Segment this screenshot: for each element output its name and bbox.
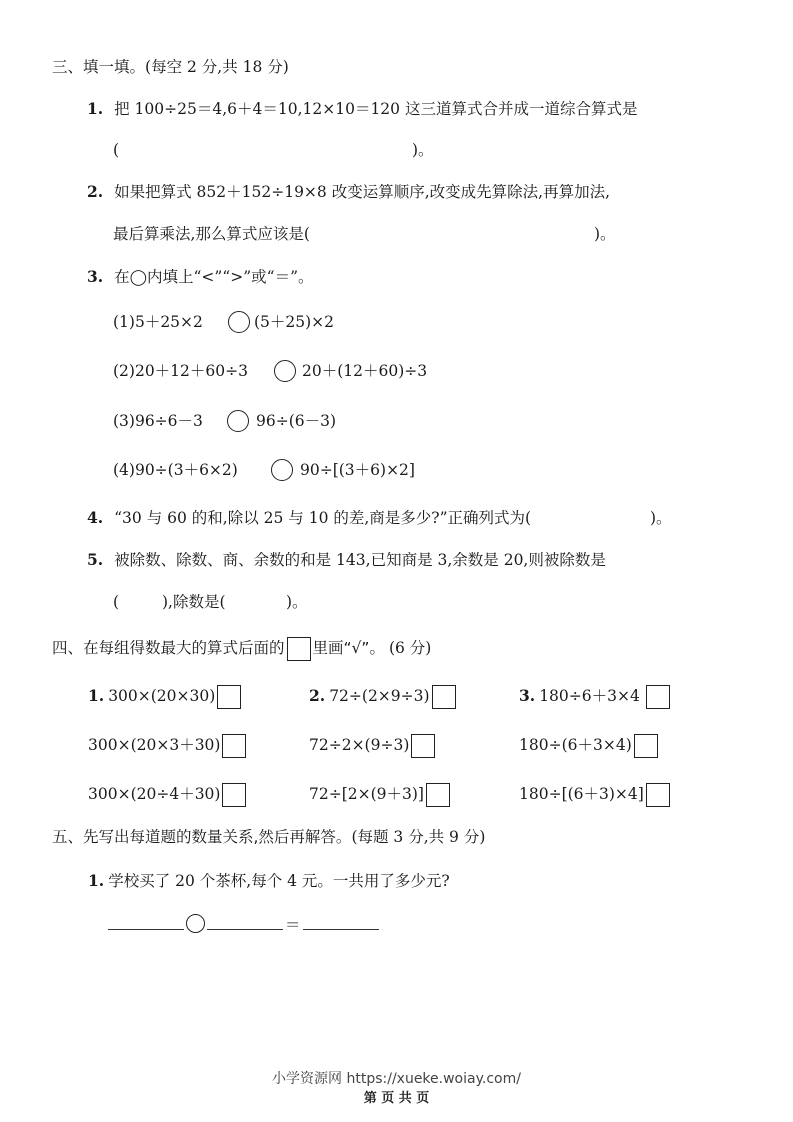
- answer-circle[interactable]: [227, 410, 249, 432]
- q3-5-line1: [87, 550, 606, 570]
- q3-4-line: [87, 508, 531, 528]
- answer-box[interactable]: [432, 685, 456, 709]
- question-number: 1.: [87, 99, 104, 118]
- section-3-heading: [52, 57, 289, 77]
- question-text: 在◯内填上“<”“>”或“＝”。: [114, 268, 314, 286]
- answer-box[interactable]: [222, 734, 246, 758]
- choice-item: [519, 783, 670, 807]
- compare-right: 90÷[(3＋6)×2]: [300, 461, 415, 479]
- answer-box[interactable]: [411, 734, 435, 758]
- q5-1-line: [88, 871, 450, 891]
- section-5-title: 五、先写出每道题的数量关系,然后再解答。: [52, 828, 352, 846]
- question-number: 4.: [87, 508, 104, 527]
- q3-1-line1: [87, 99, 637, 119]
- compare-right: 20＋(12＋60)÷3: [302, 362, 428, 380]
- section-4-heading: [52, 637, 431, 661]
- choice-item: [88, 734, 246, 758]
- expression: 300×(20÷4＋30): [88, 785, 221, 803]
- question-number: 3.: [87, 267, 104, 286]
- answer-circle[interactable]: [271, 459, 293, 481]
- group-number: 2.: [309, 686, 326, 705]
- choice-item: [88, 685, 241, 709]
- q3-2-line1: [87, 182, 610, 202]
- expression: 72÷2×(9÷3): [309, 736, 410, 754]
- expression: 180÷6＋3×4: [539, 687, 640, 705]
- compare-right: (5＋25)×2: [254, 313, 335, 331]
- checkbox-icon: [287, 637, 311, 661]
- question-text: 如果把算式 852＋152÷19×8 改变运算顺序,改变成先算除法,再算加法,: [114, 183, 610, 201]
- expression: 180÷[(6＋3)×4]: [519, 785, 644, 803]
- answer-box[interactable]: [426, 783, 450, 807]
- blank-line[interactable]: [108, 929, 184, 930]
- section-3-title: 三、填一填。: [52, 58, 146, 76]
- answer-box[interactable]: [217, 685, 241, 709]
- expression: 72÷(2×9÷3): [329, 687, 430, 705]
- choice-item: [309, 783, 450, 807]
- blank-line[interactable]: [303, 929, 379, 930]
- footer-page: 第 页 共 页: [363, 1091, 430, 1106]
- section-3-score: (每空 2 分,共 18 分): [145, 58, 289, 76]
- group-number: 1.: [88, 686, 105, 705]
- operator-circle[interactable]: [186, 914, 205, 933]
- compare-right: 96÷(6－3): [256, 412, 337, 430]
- question-text: 学校买了 20 个茶杯,每个 4 元。一共用了多少元?: [108, 872, 450, 890]
- choice-item: [88, 783, 246, 807]
- answer-circle[interactable]: [274, 360, 296, 382]
- section-4-title-a: 四、在每组得数最大的算式后面的: [52, 639, 285, 657]
- choice-item: [309, 685, 456, 709]
- answer-box[interactable]: [634, 734, 658, 758]
- question-number: 2.: [87, 182, 104, 201]
- q3-1-answer-open: (: [113, 141, 120, 159]
- question-number: 1.: [88, 871, 105, 890]
- question-text: “30 与 60 的和,除以 25 与 10 的差,商是多少?”正确列式为(: [114, 509, 532, 527]
- q3-5-answer-close: )。: [286, 593, 308, 611]
- answer-box[interactable]: [646, 783, 670, 807]
- q3-5-answer-mid: ),除数是(: [162, 593, 226, 611]
- compare-left: (4)90÷(3＋6×2): [113, 461, 238, 479]
- compare-left: (3)96÷6－3: [113, 412, 203, 430]
- blank-line[interactable]: [207, 929, 283, 930]
- choice-item: [309, 734, 435, 758]
- q3-1-answer-close: )。: [412, 141, 434, 159]
- answer-box[interactable]: [646, 685, 670, 709]
- choice-item: [519, 685, 670, 709]
- question-text: 把 100÷25＝4,6＋4＝10,12×10＝120 这三道算式合并成一道综合算式是: [114, 100, 638, 118]
- q3-5-answer-open: (: [113, 593, 120, 611]
- q3-2-answer-close: )。: [594, 225, 616, 243]
- expression: 180÷(6＋3×4): [519, 736, 632, 754]
- q3-3-line: [87, 267, 314, 287]
- footer-site: 小学资源网 https://xueke.woiay.com/: [272, 1071, 521, 1087]
- answer-box[interactable]: [222, 783, 246, 807]
- compare-left: (2)20＋12＋60÷3: [113, 362, 248, 380]
- expression: 300×(20×3＋30): [88, 736, 221, 754]
- section-5-score: (每题 3 分,共 9 分): [351, 828, 486, 846]
- compare-left: (1)5＋25×2: [113, 313, 203, 331]
- equals-sign: ＝: [285, 916, 301, 934]
- section-4-title-b: 里画“√”。: [312, 639, 385, 657]
- q3-2-line2: 最后算乘法,那么算式应该是(: [113, 225, 310, 243]
- expression: 300×(20×30): [108, 687, 216, 705]
- question-text: 被除数、除数、商、余数的和是 143,已知商是 3,余数是 20,则被除数是: [114, 551, 606, 569]
- question-number: 5.: [87, 550, 104, 569]
- expression: 72÷[2×(9＋3)]: [309, 785, 424, 803]
- answer-circle[interactable]: [228, 311, 250, 333]
- q3-4-answer-close: )。: [650, 509, 672, 527]
- group-number: 3.: [519, 686, 536, 705]
- relation-formula: [108, 914, 379, 936]
- section-5-heading: [52, 827, 485, 847]
- section-4-score: (6 分): [388, 639, 432, 657]
- choice-item: [519, 734, 658, 758]
